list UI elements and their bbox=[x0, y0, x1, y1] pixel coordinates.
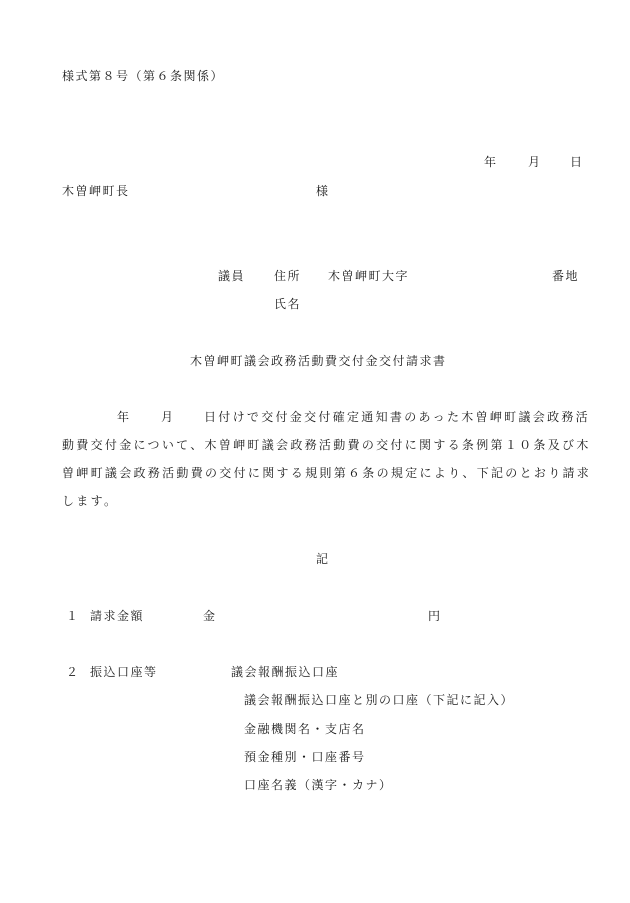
ki-heading: 記 bbox=[316, 552, 330, 566]
item1-label: 請求金額 bbox=[90, 609, 145, 623]
item2-option: 議会報酬振込口座と別の口座（下記に記入） bbox=[244, 693, 515, 707]
item2-label: 振込口座等 bbox=[90, 665, 158, 679]
date-day-label: 日 bbox=[570, 155, 584, 169]
item1-number: １ bbox=[66, 609, 80, 623]
applicant-address-label: 住所 bbox=[274, 269, 302, 283]
applicant-name-label: 氏名 bbox=[274, 297, 302, 311]
applicant-role: 議員 bbox=[218, 269, 246, 283]
addressee-name: 木曽岬町長 bbox=[62, 184, 130, 198]
date-year-label: 年 bbox=[484, 155, 498, 169]
item2-option: 金融機関名・支店名 bbox=[244, 722, 366, 736]
body-line1-text: 日付けで交付金交付確定通知書のあった木曽岬町議会政務活 bbox=[204, 410, 590, 424]
item1-amount-prefix: 金 bbox=[203, 609, 217, 623]
item2-option: 口座名義（漢字・カナ） bbox=[244, 778, 393, 792]
body-line3: 曽岬町議会政務活動費の交付に関する規則第６条の規定により、下記のとおり請求 bbox=[62, 466, 592, 480]
item2-option: 議会報酬振込口座 bbox=[231, 665, 340, 679]
body-line1-year: 年 bbox=[117, 410, 132, 424]
applicant-address-suffix: 番地 bbox=[552, 269, 580, 283]
addressee-honorific: 様 bbox=[316, 184, 330, 198]
applicant-address-value: 木曽岬町大字 bbox=[328, 269, 410, 283]
document-title: 木曽岬町議会政務活動費交付金交付請求書 bbox=[190, 354, 447, 368]
body-line4: します。 bbox=[62, 494, 119, 508]
item2-option: 預金種別・口座番号 bbox=[244, 750, 366, 764]
date-month-label: 月 bbox=[528, 155, 542, 169]
body-line2: 動費交付金について、木曽岬町議会政務活動費の交付に関する条例第１０条及び木 bbox=[62, 438, 591, 452]
form-number: 様式第８号（第６条関係） bbox=[62, 69, 225, 83]
body-line1-month: 月 bbox=[161, 410, 176, 424]
item2-number: ２ bbox=[66, 665, 80, 679]
item1-amount-suffix: 円 bbox=[428, 609, 442, 623]
